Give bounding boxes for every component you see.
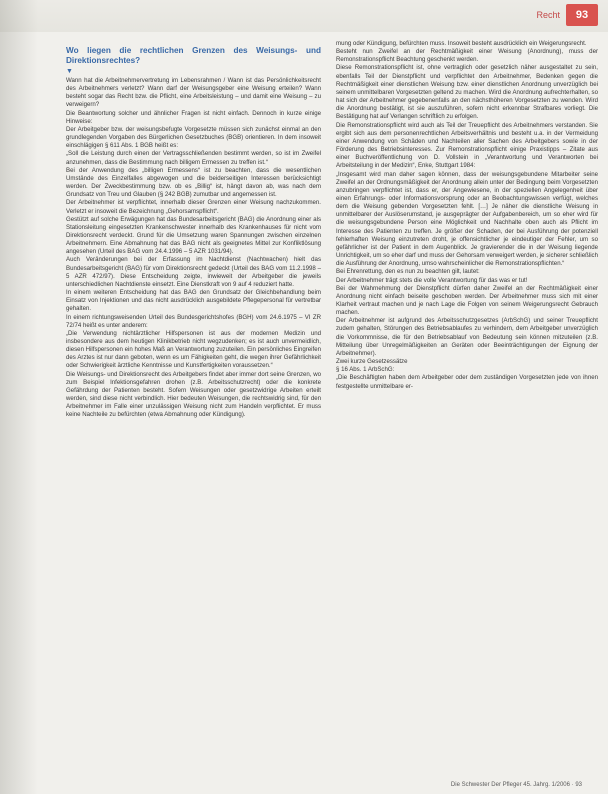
left-column — [66, 44, 321, 420]
body-paragraph: „Insgesamt wird man daher sagen können, dass der weisungsgebundene Mitarbeiter seine Zweifel an der Ordnungsmäßigkeit der Anordnung allein unter der Bedingung beim Vorgesetzten anzubringen verpflichtet ist, dass er, der Angewiesene, in der speziellen Angelegenheit über einen Erfahrungs- oder Informationsvorsprung oder an Beobachtungswissen verfügt, welches dem die Weisung gebenden Vorgesetzten fehlt. […] Je näher die dienstliche Weisung in unmittelbarer der Auslöserumstand, je ausgeprägter der Aufgabenbereich, um so eher wird für die weisungsgebundene Person eine Möglichkeit und Nachhalte oben auch als Pflicht im Interesse des Patienten zu treffen. Je größer der Schaden, der bei Ausführung der potenziell fehlerhaften Weisung einzutreten droht, je offensichtlicher je eindeutiger der Fehler, um so gefährlicher ist der Patient in dem Augenblick. Je gravierender die in der Weisung liegende Unrichtigkeit, um so eher darf und muss der Gehorsam verweigert werden, je sicherer schließlich die Ausführung der Anordnung, umso wahrscheinlicher die Remonstrationspflichten.“ — [336, 170, 598, 268]
body-paragraph: Die Remonstrationspflicht wird auch als Teil der Treuepflicht des Arbeitnehmers verstanden. Sie ergibt sich aus dem personenrechtlichen Arbeitsverhältnis und besteht u.a. in der Vermeidung einer Anwendung von Schäden und Nachteilen aller Sachen des Arbeitgebers sowie in der Förderung des Betriebsinteresses. Zur Remonstrationspflicht einige Praxistipps – Zitate aus einer Buchveröffentlichung von D. Vollstein in „Verantwortung und Verantworten bei Arbeitsteilung in der Medizin“, Enke, Stuttgart 1984: — [336, 121, 598, 170]
body-paragraph: Wann hat die Arbeitnehmervertretung im Lebensrahmen / Wann ist das Persönlichkeitsrecht des Arbeitnehmers verletzt? Wann darf der Weisungsgeber eine Weisung erteilen? Wann besteht sogar das Recht bzw. die Pflicht, eine Arbeitsleistung – und damit eine Weisung – zu verweigern? — [66, 77, 321, 109]
body-paragraph: Der Arbeitnehmer ist verpflichtet, innerhalb dieser Grenzen einer Weisung nachzukommen. Verletzt er insoweit die Bezeichnung „Gehorsamspflicht“. — [66, 199, 321, 215]
article-heading: Wo liegen die rechtlichen Grenzen des Weisungs- und Direktionsrechtes? — [66, 46, 321, 65]
body-paragraph: „Soll die Leistung durch einen der Vertragsschließenden bestimmt werden, so ist im Zweifel anzunehmen, dass die Bestimmung nach billigem Ermessen zu treffen ist.“ — [66, 150, 321, 166]
body-paragraph: Die Beantwortung solcher und ähnlicher Fragen ist nicht einfach. Dennoch in kurze einige Hinweise: — [66, 109, 321, 125]
body-paragraph: Die Weisungs- und Direktionsrecht des Arbeitgebers findet aber immer dort seine Grenzen, wo zum Beispiel Infektionsgefahren drohen (z.B. Arbeitsschutzrecht) oder die konkrete Gefährdung der Patienten besteht. Sofern Weisungen oder gesetzwidrige Arbeiten erteilt werden, sind diese nicht verbindlich. Hier bedeuten Weisungen, die rechtswidrig sind, für den Arbeitnehmer im Falle einer unzulässigen Weisung nicht zum Handeln verpflichtet. Er muss keine Nachteile zu befürchten (etwa Abmahnung oder Kündigung). — [66, 370, 321, 419]
page-number-badge: 93 — [566, 4, 598, 26]
body-paragraph: Der Arbeitgeber bzw. der weisungsbefugte Vorgesetzte müssen sich zunächst einmal an den grundlegenden Vorgaben des Bürgerlichen Gesetzbuches (BGB) orientieren. In dem insoweit einschlägigen § 611 Abs. 1 BGB heißt es: — [66, 125, 321, 150]
section-label: Recht — [536, 10, 560, 20]
page-header — [0, 0, 608, 32]
body-paragraph: Bei der Wahrnehmung der Dienstpflicht dürfen daher Zweifel an der Rechtmäßigkeit einer Anordnung nicht einfach beiseite geschoben werden. Der Arbeitnehmer muss sich mit einer Klarheit vertraut machen und je nach Lage die Folgen von seinem Weigerungsrecht Gebrauch machen. — [336, 284, 598, 317]
body-paragraph: Besteht nun Zweifel an der Rechtmäßigkeit einer Weisung (Anordnung), muss der Remonstrationspflicht Beachtung geschenkt werden. — [336, 48, 598, 64]
arrow-down-icon: ▼ — [66, 68, 73, 75]
body-paragraph: Der Arbeitnehmer trägt stets die volle Verantwortung für das was er tut! — [336, 276, 528, 284]
body-paragraph: „Die Beschäftigten haben dem Arbeitgeber oder dem zuständigen Vorgesetzten jede von ihnen festgestellte unmittelbare er- — [336, 374, 598, 390]
body-paragraph: In einem weiteren Entscheidung hat das BAG den Grundsatz der Gleichbehandlung beim Einsatz von Injektionen und das nicht ausdrücklich ausgebildete Pflegepersonal für vertretbar gehalten. — [66, 289, 321, 313]
body-paragraph: Diese Remonstrationspflicht ist, ohne vertraglich oder gesetzlich näher ausgestaltet zu sein, ebenfalls Teil der Dienstpflicht und verpflichtet den Arbeitnehmer, Bedenken gegen die Rechtmäßigkeit einer dienstlichen Weisung bzw. einer dienstlichen Anordnung unverzüglich bei seinem unmittelbaren Vorgesetzten geltend zu machen. Wird die Anordnung aufrechterhalten, so hat sich der Arbeitnehmer gegebenenfalls an den nächsthöheren Vorgesetzten zu wenden. Wird die Anordnung bestätigt, ist sie auszuführen, sofern nicht erkennbar Strafbares vorliegt. Die Bestätigung hat auf Verlangen schriftlich zu erfolgen. — [336, 64, 598, 121]
body-paragraph: Bei der Anwendung des „billigen Ermessens“ ist zu beachten, dass die wesentlichen Umstände des Einzelfalles abgewogen und die beiderseitigen Interessen berücksichtigt werden. Der Zweckbestimmung bzw. ob es „Billig“ ist, hängt davon ab, was nach dem Grundsatz von Treu und Glauben (§ 242 BGB) zumutbar und angemessen ist. — [66, 166, 321, 199]
law-citation: § 16 Abs. 1 ArbSchG: — [336, 366, 395, 374]
right-column — [336, 40, 598, 391]
body-paragraph: Auch Veränderungen bei der Erfassung im Nachtdienst (Nachtwachen) hielt das Bundesarbeitsgericht (BAG) für vom Direktionsrecht gedeckt (Urteil des BAG vom 11.2.1998 – 5 AZR 472/97). Diese Entscheidung zeigte, inwieweit der Arbeitgeber die jeweils unterschiedlichen Nachtdienste einsetzt. Eine Dienstkraft von 9 auf 4 reduziert hatte. — [66, 256, 321, 288]
page-footer: Die Schwester Der Pfleger 45. Jahrg. 1/2006 · 93 — [450, 782, 582, 788]
body-paragraph: „Die Verwendung nichtärztlicher Hilfspersonen ist aus der modernen Medizin und insbesondere aus dem heutigen Klinikbetrieb nicht wegzudenken; es ist auch unvermeidlich, diesen Hilfspersonen ein hohes Maß an Verantwortung zuzuteilen. Ein persönliches Eingreifen des Arztes ist nur dann geboten, wenn es um Fähigkeiten geht, die wegen ihrer Gefährlichkeit oder Schwierigkeit ärztliche Kenntnisse und Kunstfertigkeiten voraussetzen.“ — [66, 329, 321, 370]
binding-shadow — [0, 0, 38, 794]
body-paragraph: Gestützt auf solche Erwägungen hat das Bundesarbeitsgericht (BAG) die Anordnung einer als Stationsleitung eingesetzten Krankenschwester innerhalb des Krankenhauses für nicht vom Direktionsrecht verdeckt. Grund für die Umsetzung waren Spannungen zwischen einzelnen Arbeitnehmern. Eine Abmahnung hat das BAG nicht als geeignetes Mittel zur Konfliktlösung angesehen (Urteil des BAG vom 24.4.1996 – 5 AZR 1031/94). — [66, 215, 321, 256]
body-paragraph: Der Arbeitnehmer ist aufgrund des Arbeitsschutzgesetzes (ArbSchG) und seiner Treuepflicht zudem gehalten, Störungen des Betriebsablaufes zu verhindern, dem Arbeitgeber unverzüglich die Vorkommnisse, die für den Betriebsablauf von Bedeutung sein können mitzuteilen (z.B. Mitteilung über Unregelmäßigkeiten an Geräten oder Beeinträchtigungen der Eignung der Arbeitnehmer). — [336, 317, 598, 357]
body-paragraph: mung oder Kündigung, befürchten muss. Insoweit besteht ausdrücklich ein Weigerungsrecht. — [336, 40, 587, 47]
subheading: Zwei kurze Gesetzessätze — [336, 358, 408, 366]
body-paragraph: In einem richtungsweisenden Urteil des Bundesgerichtshofes (BGH) vom 24.6.1975 – VI ZR 72/74 heißt es unter anderem: — [66, 313, 321, 329]
body-paragraph: Bei Ehrenrettung, den es nun zu beachten gilt, lautet: — [336, 268, 480, 276]
